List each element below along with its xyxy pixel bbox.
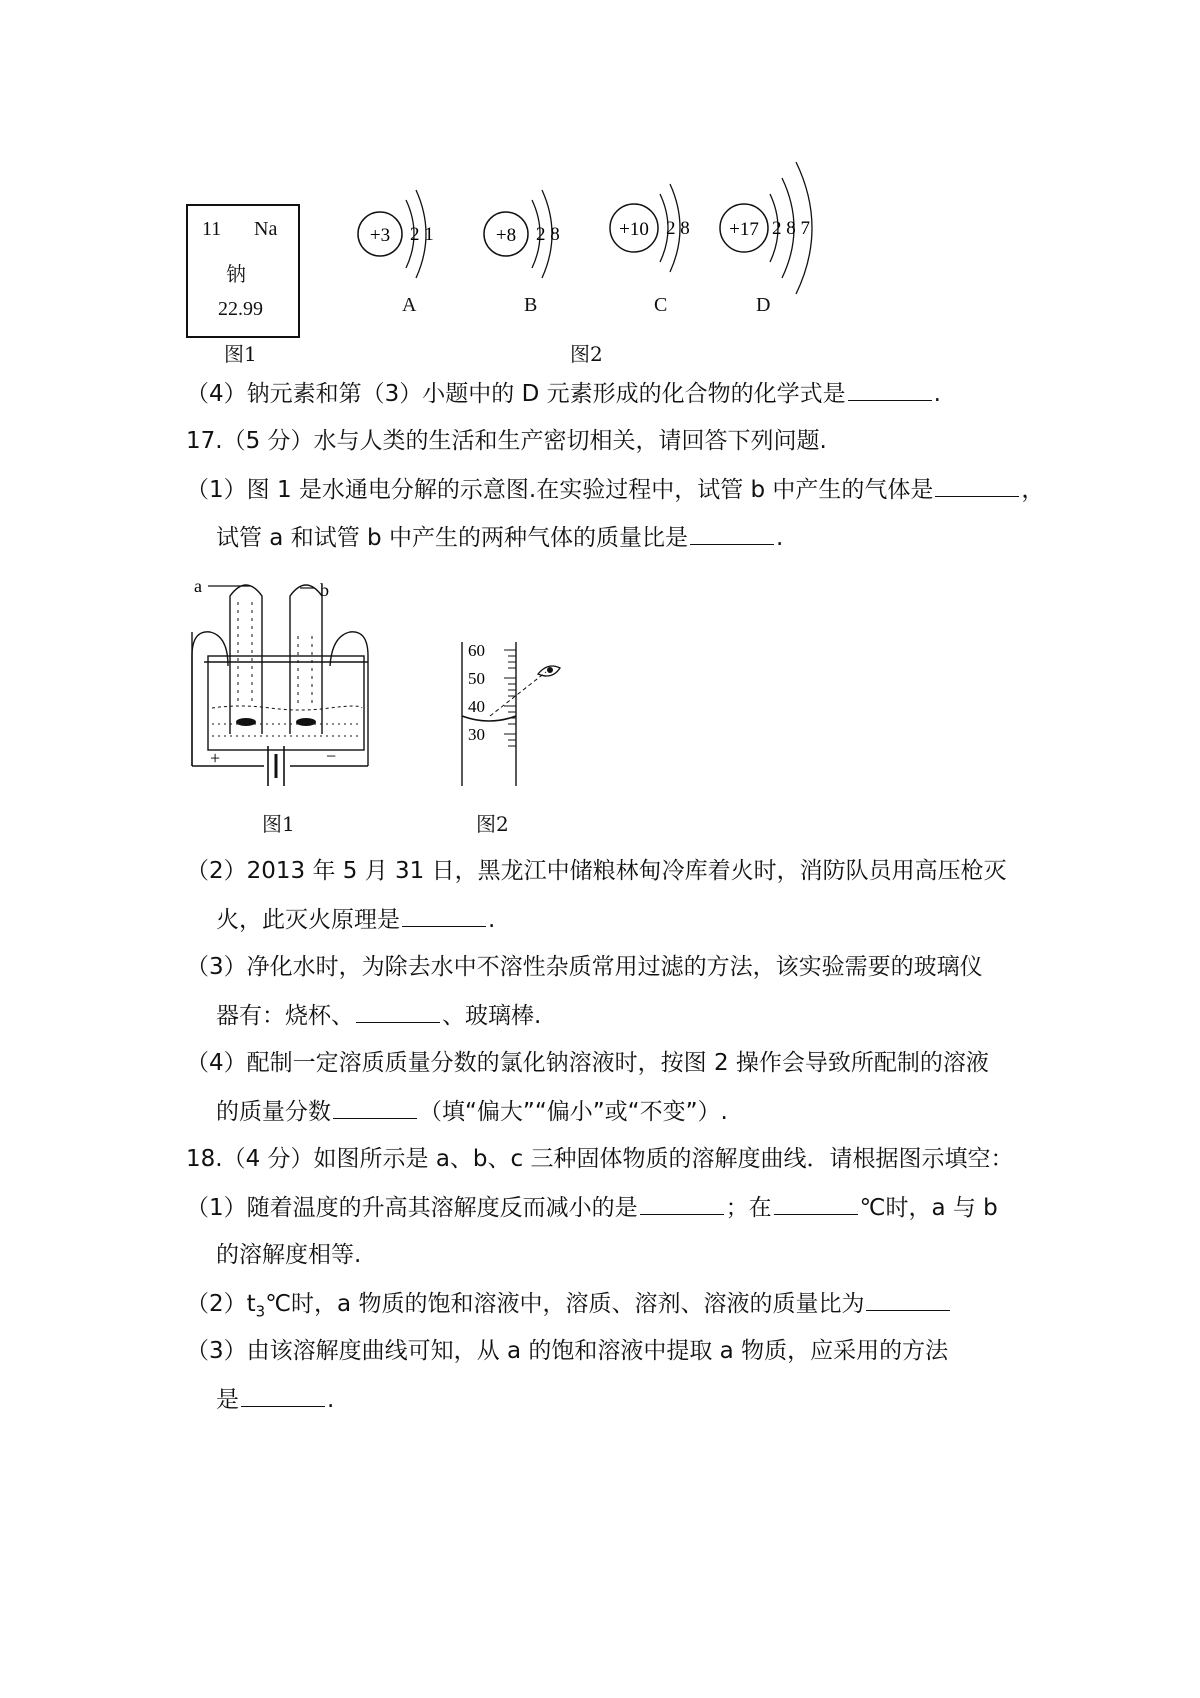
q17-part3-line1: （3）净化水时，为除去水中不溶性杂质常用过滤的方法，该实验需要的玻璃仪 [186,954,983,980]
q17-part4-line2-b: （填“偏大”“偏小”或“不变”）. [419,1099,728,1125]
atomic-number: 11 [202,218,222,240]
q17-part4-line2 [216,1096,728,1127]
element-name: 钠 [226,262,246,286]
cylinder-caption: 图2 [476,812,509,836]
atom-label-d: D [756,294,771,316]
q17-part3-line2-b: 、玻璃棒. [442,1003,542,1029]
answer-blank[interactable] [866,1288,950,1311]
cylinder-tick-50: 50 [468,669,485,688]
tube-label-b: b [320,580,329,600]
atom-a-shells: 2 1 [410,224,434,245]
atom-a-nucleus: +3 [369,225,391,246]
q17-title: 17.（5 分）水与人类的生活和生产密切相关，请回答下列问题. [186,428,827,454]
q17-part1-line1 [186,474,1044,505]
figure-caption-1: 图1 [224,342,257,366]
q17-part3-line2 [216,1000,541,1031]
q17-part1-end: ， [1021,477,1045,503]
answer-blank[interactable] [402,904,486,927]
q16-part4-text: （4）钠元素和第（3）小题中的 D 元素形成的化合物的化学式是 [186,381,846,407]
cylinder-tick-30: 30 [468,725,485,744]
atomic-mass: 22.99 [218,298,263,320]
q18-part2-b: ℃时，a 物质的饱和溶液中，溶质、溶剂、溶液的质量比为 [265,1291,865,1317]
q17-part3-line2-a: 器有：烧杯、 [216,1003,354,1029]
q18-part3-line2-a: 是 [216,1387,239,1413]
answer-blank[interactable] [640,1192,724,1215]
answer-blank[interactable] [935,474,1019,497]
atom-b-shells: 2 8 [536,224,560,245]
answer-blank[interactable] [241,1384,325,1407]
atom-label-c: C [654,294,668,316]
cylinder-tick-40: 40 [468,697,485,716]
q17-part1-line2-text: 试管 a 和试管 b 中产生的两种气体的质量比是 [216,525,688,551]
cylinder-tick-60: 60 [468,641,485,660]
q18-part3-line1: （3）由该溶解度曲线可知，从 a 的饱和溶液中提取 a 物质，应采用的方法 [186,1338,949,1364]
answer-blank[interactable] [333,1096,417,1119]
atom-d-shells: 2 8 7 [772,218,810,239]
atom-diagram-b [484,190,560,278]
q18-part1-line2: 的溶解度相等. [216,1242,362,1268]
answer-blank[interactable] [848,378,932,401]
q17-part2-line1: （2）2013 年 5 月 31 日，黑龙江中储粮林甸冷库着火时，消防队员用高压枪灭 [186,858,1007,884]
q16-part4 [186,378,941,409]
q17-part2-line2 [216,904,495,935]
atom-label-a: A [402,294,417,316]
atom-diagram-a [358,190,434,278]
atom-b-nucleus: +8 [495,225,517,246]
q18-part3-line2 [216,1384,334,1415]
q17-part2-line2-text: 火，此灭火原理是 [216,907,400,933]
q18-part1-a: （1）随着温度的升高其溶解度反而减小的是 [186,1195,638,1221]
q17-part4-line2-a: 的质量分数 [216,1099,331,1125]
element-card-sodium [186,204,300,338]
q18-part1-b: ；在 [725,1195,772,1221]
answer-blank[interactable] [356,1000,440,1023]
tube-label-a: a [194,576,202,596]
atom-c-shells: 2 8 [666,218,690,239]
atom-diagram-d [720,162,812,294]
terminal-minus: − [326,746,337,766]
q17-part1-line2-end: . [775,525,784,551]
q18-part1-c: ℃时，a 与 b [859,1195,998,1221]
q18-part3-line2-b: . [327,1387,335,1413]
atom-c-nucleus: +10 [619,219,649,240]
q16-part4-end: . [933,381,941,407]
electrolysis-apparatus [180,566,380,816]
q18-part2 [186,1288,952,1327]
eye-icon [538,666,560,676]
atom-d-nucleus: +17 [729,219,759,240]
figure-caption-2: 图2 [570,342,603,366]
q18-part2-sub: 3 [255,1302,266,1321]
atom-structure-diagrams [340,150,860,330]
answer-blank[interactable] [690,522,774,545]
q18-part2-a: （2）t [186,1291,256,1317]
q18-part1-line1 [186,1192,998,1223]
graduated-cylinder [456,636,576,796]
q18-title: 18.（4 分）如图所示是 a、b、c 三种固体物质的溶解度曲线．请根据图示填空： [186,1146,1014,1172]
electrolysis-caption: 图1 [262,812,295,836]
answer-blank[interactable] [774,1192,858,1215]
q17-part1-line2 [216,522,783,553]
q17-part1-text: （1）图 1 是水通电分解的示意图.在实验过程中，试管 b 中产生的气体是 [186,477,934,503]
atom-diagram-c [610,184,690,272]
atom-label-b: B [524,294,538,316]
terminal-plus: + [210,748,221,768]
q17-part2-line2-end: . [488,907,496,933]
element-symbol: Na [254,218,278,240]
q17-part4-line1: （4）配制一定溶质质量分数的氯化钠溶液时，按图 2 操作会导致所配制的溶液 [186,1050,989,1076]
